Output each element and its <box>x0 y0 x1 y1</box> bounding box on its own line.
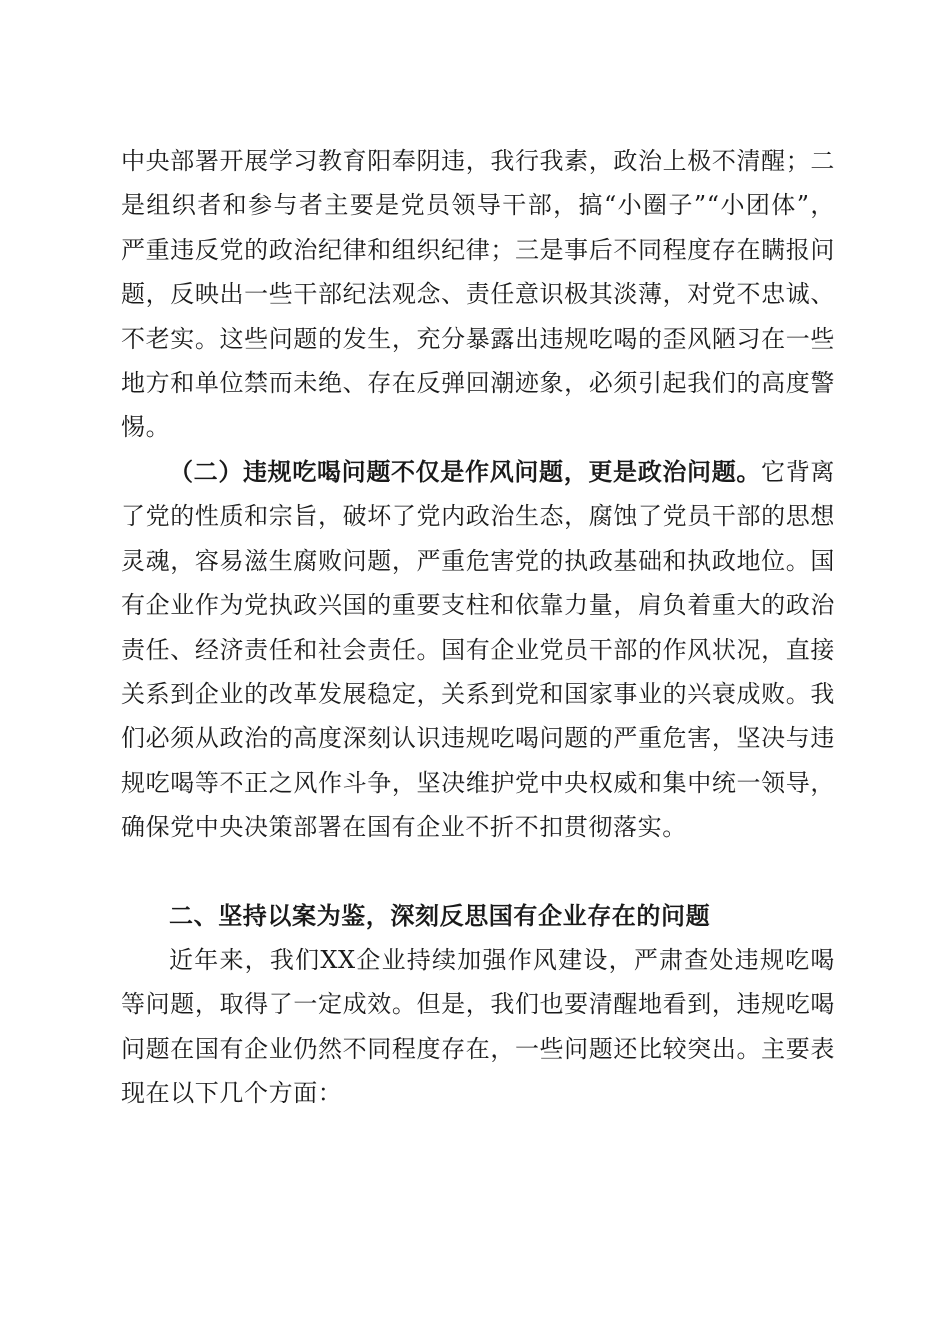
paragraph-body-text: 它背离了党的性质和宗旨，破坏了党内政治生态，腐蚀了党员干部的思想灵魂，容易滋生腐败问题，严重危害党的执政基础和执政地位。国有企业作为党执政兴国的重要支柱和依靠力量，肩负着重大的政治责任、经济责任和社会责任。国有企业党员干部的作风状况，直接关系到企业的改革发展稳定，关系到党和国家事业的兴衰成败。我们必须从政治的高度深刻认识违规吃喝问题的严重危害，坚决与违规吃喝等不正之风作斗争，坚决维护党中央权威和集中统一领导，确保党中央决策部署在国有企业不折不扣贯彻落实。 <box>121 458 835 842</box>
paragraph-continued: 中央部署开展学习教育阳奉阴违，我行我素，政治上极不清醒；二是组织者和参与者主要是党员领导干部，搞“小圈子”“小团体”，严重违反党的政治纪律和组织纪律；三是事后不同程度存在瞒报问题，反映出一些干部纪法观念、责任意识极其淡薄，对党不忠诚、不老实。这些问题的发生，充分暴露出违规吃喝的歪风陋习在一些地方和单位禁而未绝、存在反弹回潮迹象，必须引起我们的高度警惕。 <box>121 147 835 442</box>
section-heading: 二、坚持以案为鉴，深刻反思国有企业存在的问题 <box>169 901 711 930</box>
paragraph-section-two <box>121 450 835 850</box>
paragraph-problems-intro: 近年来，我们XX企业持续加强作风建设，严肃查处违规吃喝等问题，取得了一定成效。但是，我们也要清醒地看到，违规吃喝问题在国有企业仍然不同程度存在，一些问题还比较突出。主要表现在以下几个方面： <box>121 946 835 1108</box>
paragraph-lead-heading: （二）违规吃喝问题不仅是作风问题，更是政治问题。 <box>169 457 762 486</box>
